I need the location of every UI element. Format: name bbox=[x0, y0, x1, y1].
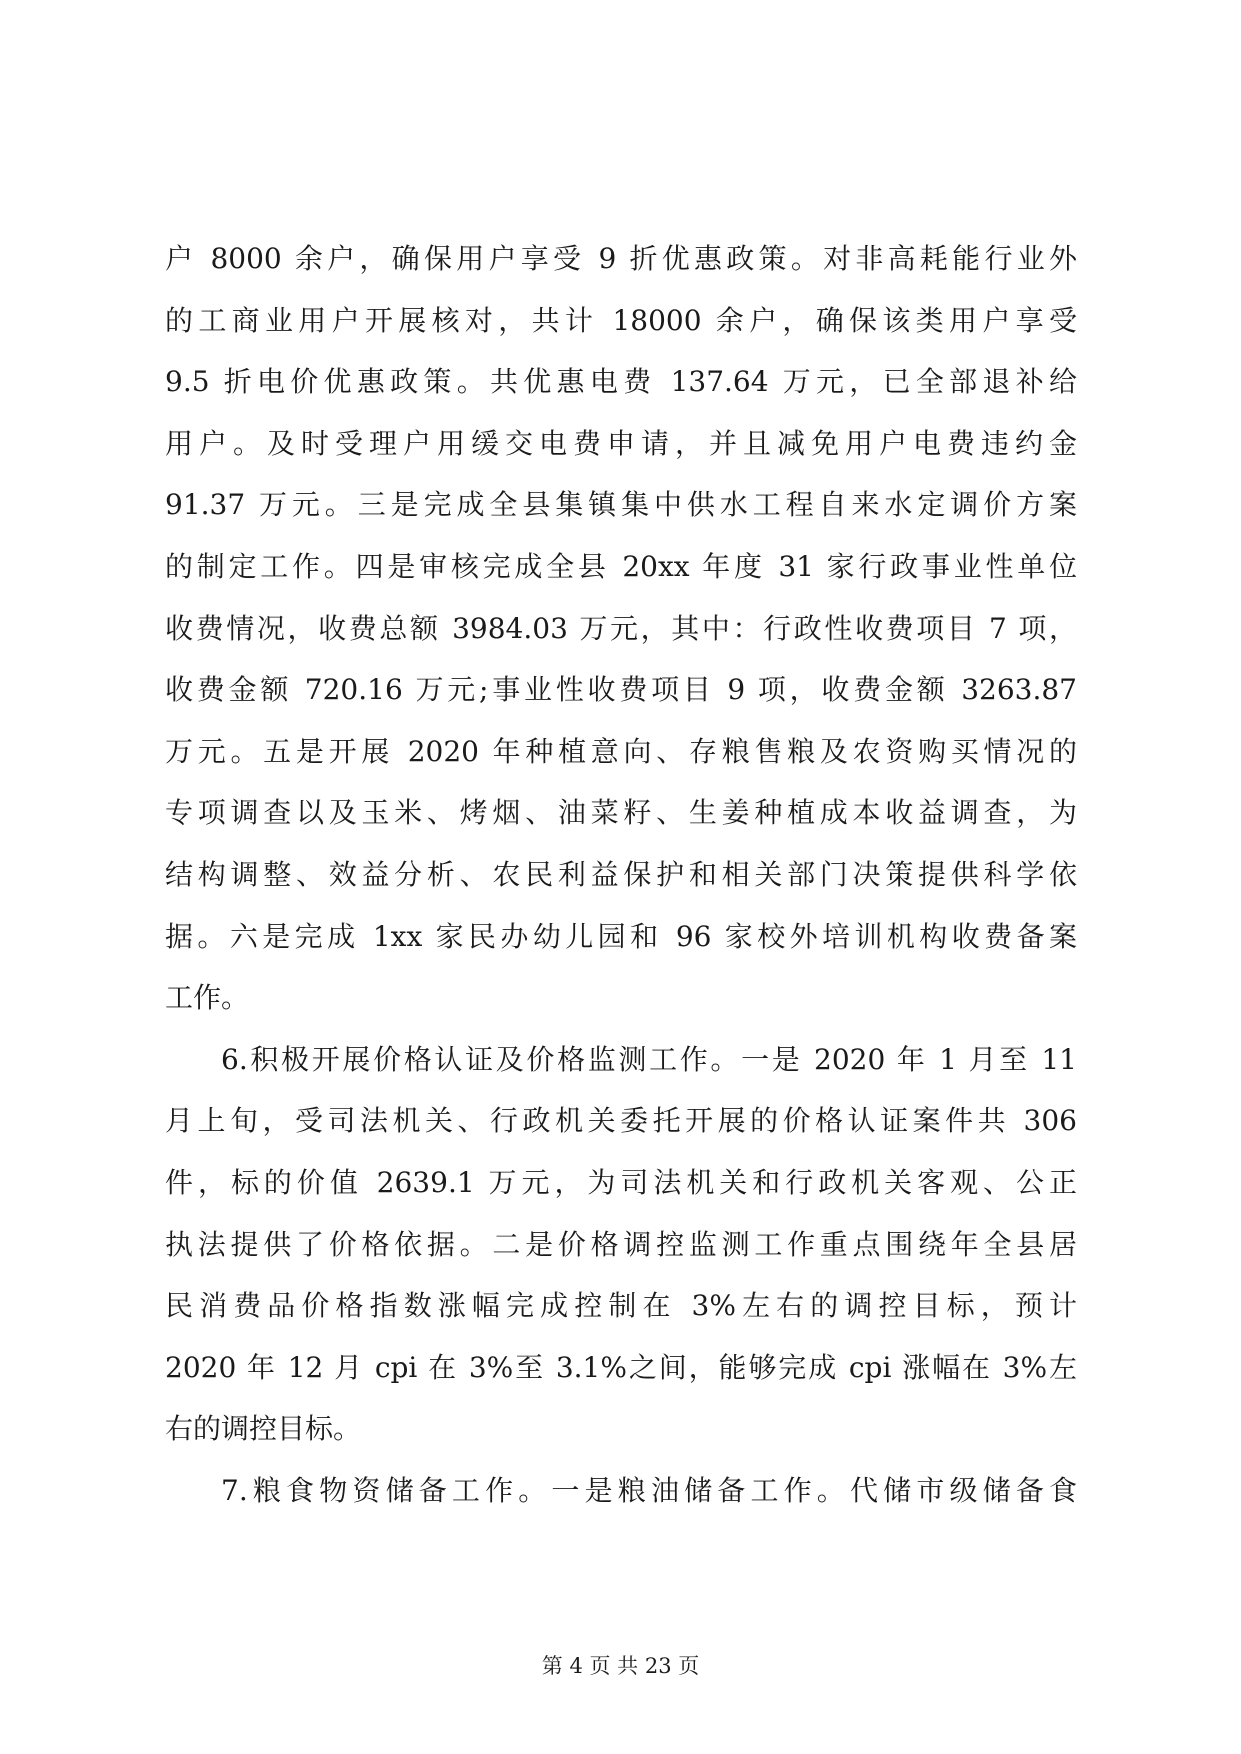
text-line: 收费金额 720.16 万元;事业性收费项目 9 项，收费金额 3263.87 bbox=[165, 673, 1077, 707]
text-line: 据。六是完成 1xx 家民办幼儿园和 96 家校外培训机构收费备案 bbox=[165, 919, 1077, 953]
text-line: 91.37 万元。三是完成全县集镇集中供水工程自来水定调价方案 bbox=[165, 488, 1077, 522]
page-number-footer: 第 4 页 共 23 页 bbox=[541, 1654, 700, 1678]
paragraph-heading-7: 7.粮食物资储备工作。一是粮油储备工作。代储市级储备食 bbox=[221, 1473, 1077, 1507]
text-line: 户 8000 余户，确保用户享受 9 折优惠政策。对非高耗能行业外 bbox=[165, 242, 1077, 275]
text-line: 执法提供了价格依据。二是价格调控监测工作重点围绕年全县居 bbox=[165, 1227, 1077, 1261]
text-line: 专项调查以及玉米、烤烟、油菜籽、生姜种植成本收益调查，为 bbox=[165, 796, 1077, 830]
text-line: 工作。 bbox=[165, 981, 250, 1015]
text-line: 民消费品价格指数涨幅完成控制在 3%左右的调控目标，预计 bbox=[165, 1289, 1077, 1323]
text-line: 件，标的价值 2639.1 万元，为司法机关和行政机关客观、公正 bbox=[165, 1165, 1077, 1199]
text-line: 的工商业用户开展核对，共计 18000 余户，确保该类用户享受 bbox=[165, 303, 1077, 337]
text-line: 9.5 折电价优惠政策。共优惠电费 137.64 万元，已全部退补给 bbox=[165, 365, 1077, 399]
text-line: 右的调控目标。 bbox=[165, 1412, 362, 1446]
text-line: 2020 年 12 月 cpi 在 3%至 3.1%之间，能够完成 cpi 涨幅在 3%左 bbox=[165, 1350, 1077, 1384]
text-line: 月上旬，受司法机关、行政机关委托开展的价格认证案件共 306 bbox=[165, 1104, 1077, 1138]
paragraph-heading-6: 6.积极开展价格认证及价格监测工作。一是 2020 年 1 月至 11 bbox=[221, 1042, 1077, 1076]
document-body bbox=[165, 228, 1077, 1521]
text-line: 结构调整、效益分析、农民利益保护和相关部门决策提供科学依 bbox=[165, 857, 1077, 891]
text-line: 用户。及时受理户用缓交电费申请，并且减免用户电费违约金 bbox=[165, 426, 1077, 460]
text-line: 万元。五是开展 2020 年种植意向、存粮售粮及农资购买情况的 bbox=[165, 734, 1077, 768]
text-line: 的制定工作。四是审核完成全县 20xx 年度 31 家行政事业性单位 bbox=[165, 549, 1077, 583]
text-line: 收费情况，收费总额 3984.03 万元，其中：行政性收费项目 7 项， bbox=[165, 611, 1077, 645]
